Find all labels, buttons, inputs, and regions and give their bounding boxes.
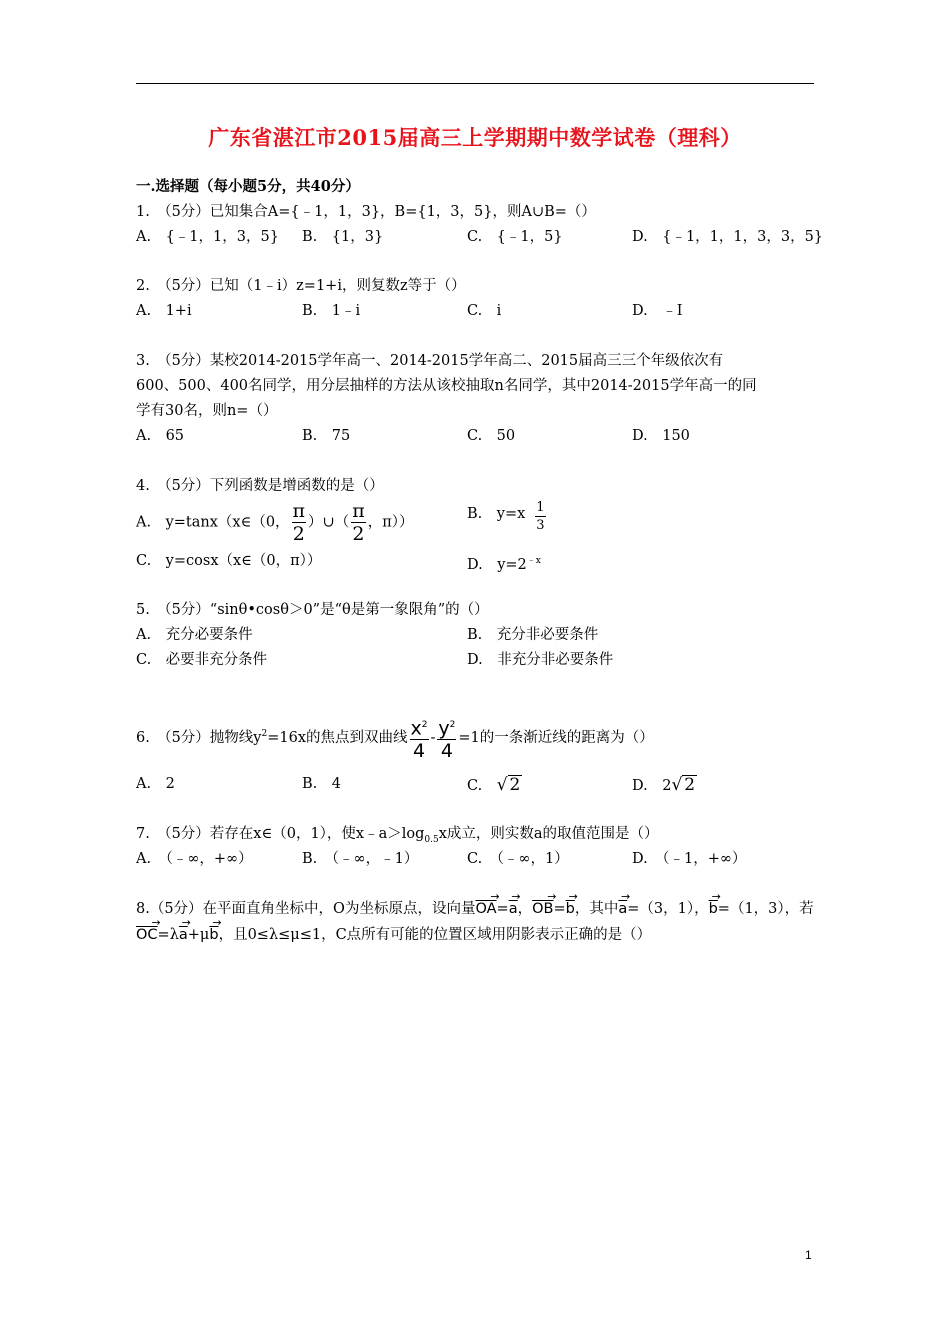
vector-ob: → $\overline{OB}$: [532, 900, 553, 918]
pi-over-2-fraction: [292, 500, 307, 545]
question-6-option-a[interactable]: A. 2: [136, 776, 175, 792]
question-2-option-c[interactable]: C. i: [467, 303, 502, 319]
lambda-term: =λ: [157, 927, 179, 943]
question-1-option-d[interactable]: D. {﹣1，1，1，3，3，5}: [632, 229, 824, 245]
option-d-base: D. y=2: [467, 556, 527, 573]
question-1-stem: 1. （5分）已知集合A={﹣1，1，3}，B={1，3，5}，则A∪B=（）: [136, 204, 596, 220]
stem-suffix: x成立，则实数a的取值范围是（）: [438, 826, 659, 842]
vector-b: → $\overline{b}$: [566, 900, 575, 918]
option-a-suffix: ，π））: [367, 514, 414, 531]
question-4-option-c[interactable]: C. y=cosx（x∈（0，π））: [136, 553, 322, 569]
question-6-stem: [136, 708, 654, 764]
section-heading: 一.选择题（每小题5分，共40分）: [136, 178, 360, 195]
question-3-stem-line2: 600、500、400名同学，用分层抽样的方法从该校抽取n名同学，其中2014-2015学年高一的同: [136, 378, 757, 394]
vector-oa: → $\overline{OA}$: [475, 900, 496, 918]
question-3-option-c[interactable]: C. 50: [467, 428, 516, 444]
page-title: 广东省湛江市2015届高三上学期期中数学试卷（理科）: [208, 125, 742, 150]
comma: ，: [517, 901, 533, 917]
stem-suffix: =1的一条渐近线的距离为（）: [458, 729, 654, 746]
vector-a: → $\overline{a}$: [509, 900, 518, 918]
question-5-option-a[interactable]: A. 充分必要条件: [136, 627, 253, 643]
question-7-stem: [136, 825, 659, 849]
stem-middle: =16x的焦点到双曲线: [267, 729, 408, 746]
question-2-option-b[interactable]: B. 1﹣i: [302, 303, 361, 319]
option-d-exponent: ﹣x: [526, 556, 541, 566]
fraction-denominator: 2: [352, 523, 365, 545]
fraction-denominator: 4: [440, 739, 453, 762]
sqrt-icon: √: [496, 775, 508, 795]
sqrt-icon: √: [671, 775, 683, 795]
fraction-denominator: 3: [536, 518, 545, 533]
question-3-stem-line1: 3. （5分）某校2014-2015学年高一、2014-2015学年高二、2015届高三三个年级依次有: [136, 353, 724, 369]
log-base: 0.5: [424, 834, 439, 845]
exponent-fraction: [535, 499, 545, 534]
option-a-prefix: A. y=tanx（x∈（0，: [136, 514, 290, 531]
vector-b: → $\overline{b}$: [209, 926, 218, 944]
question-3-stem-line3: 学有30名，则n=（）: [136, 403, 278, 419]
stem-prefix: 6. （5分）抛物线y: [136, 729, 262, 746]
header-rule: [136, 83, 814, 84]
equals-sign: =: [496, 901, 509, 917]
mu-term: +μ: [187, 927, 210, 943]
stem-suffix: ，且0≤λ≤μ≤1，C点所有可能的位置区域用阴影表示正确的是（）: [218, 927, 652, 943]
question-5-option-c[interactable]: C. 必要非充分条件: [136, 652, 268, 668]
fraction-denominator: 4: [412, 739, 426, 762]
question-5-option-b[interactable]: B. 充分非必要条件: [467, 627, 599, 643]
fraction-numerator: π: [352, 500, 365, 522]
question-2-stem: 2. （5分）已知（1﹣i）z=1+i，则复数z等于（）: [136, 278, 466, 294]
page-number: 1: [805, 1248, 812, 1262]
question-7-option-d[interactable]: D. （﹣1，+∞）: [632, 851, 747, 867]
question-3-option-b[interactable]: B. 75: [302, 428, 351, 444]
question-4-stem: 4. （5分）下列函数是增函数的是（）: [136, 478, 384, 494]
vector-a: → $\overline{a}$: [618, 900, 627, 918]
option-d-label: D. 2: [632, 778, 672, 794]
vector-b: → $\overline{b}$: [709, 900, 718, 918]
question-7-option-b[interactable]: B. （﹣∞，﹣1）: [302, 851, 419, 867]
question-5-option-d[interactable]: D. 非充分非必要条件: [467, 652, 614, 668]
vector-b-value: =（1，3），若: [717, 901, 814, 917]
question-6-option-c[interactable]: [467, 775, 522, 795]
fraction-numerator: 1: [536, 500, 545, 515]
question-3-option-d[interactable]: D. 150: [632, 428, 690, 444]
stem-exponent: 2: [261, 729, 268, 739]
fraction-numerator: $y^2$: [437, 714, 456, 740]
question-6-option-d[interactable]: [632, 775, 697, 795]
radicand: 2: [684, 775, 696, 795]
fraction-numerator: $x^2$: [410, 714, 429, 740]
minus-sign: -: [430, 729, 436, 746]
vector-a-value: =（3，1），: [627, 901, 709, 917]
vector-oc: → $\overline{OC}$: [136, 926, 158, 944]
question-1-option-b[interactable]: B. {1，3}: [302, 229, 384, 245]
stem-prefix: 8.（5分）在平面直角坐标中，O为坐标原点，设向量: [136, 901, 476, 917]
stem-middle: ，其中: [574, 901, 619, 917]
question-1-option-c[interactable]: C. {﹣1，5}: [467, 229, 563, 245]
question-2-option-d[interactable]: D. ﹣I: [632, 303, 683, 319]
question-1-option-a[interactable]: A. {﹣1，1，3，5}: [136, 229, 279, 245]
fraction-denominator: 2: [292, 523, 305, 545]
x-squared-over-4-fraction: [410, 714, 429, 762]
question-8-stem-line2: [136, 926, 651, 944]
equals-sign: =: [553, 901, 566, 917]
question-7-option-c[interactable]: C. （﹣∞，1）: [467, 851, 569, 867]
vector-a: → $\overline{a}$: [179, 926, 188, 944]
y-squared-over-4-fraction: [437, 714, 456, 762]
fraction-numerator: π: [292, 500, 306, 522]
question-6-option-b[interactable]: B. 4: [302, 776, 341, 792]
question-7-option-a[interactable]: A. （﹣∞，+∞）: [136, 851, 253, 867]
question-4-option-a[interactable]: [136, 500, 413, 545]
question-5-stem: 5. （5分）“sinθ•cosθ＞0”是“θ是第一象限角”的（）: [136, 602, 489, 618]
question-4-option-b[interactable]: [467, 500, 548, 540]
question-3-option-a[interactable]: A. 65: [136, 428, 185, 444]
option-b-prefix: B. y=x: [467, 506, 526, 522]
option-a-union: ）∪（: [308, 514, 350, 531]
stem-prefix: 7. （5分）若存在x∈（0，1），使x﹣a＞log: [136, 826, 425, 842]
option-c-label: C.: [467, 778, 497, 794]
question-8-stem-line1: [136, 900, 814, 918]
pi-over-2-fraction: [351, 500, 366, 545]
question-4-option-d[interactable]: [467, 552, 541, 574]
radicand: 2: [509, 775, 521, 795]
question-2-option-a[interactable]: A. 1+i: [136, 303, 192, 319]
